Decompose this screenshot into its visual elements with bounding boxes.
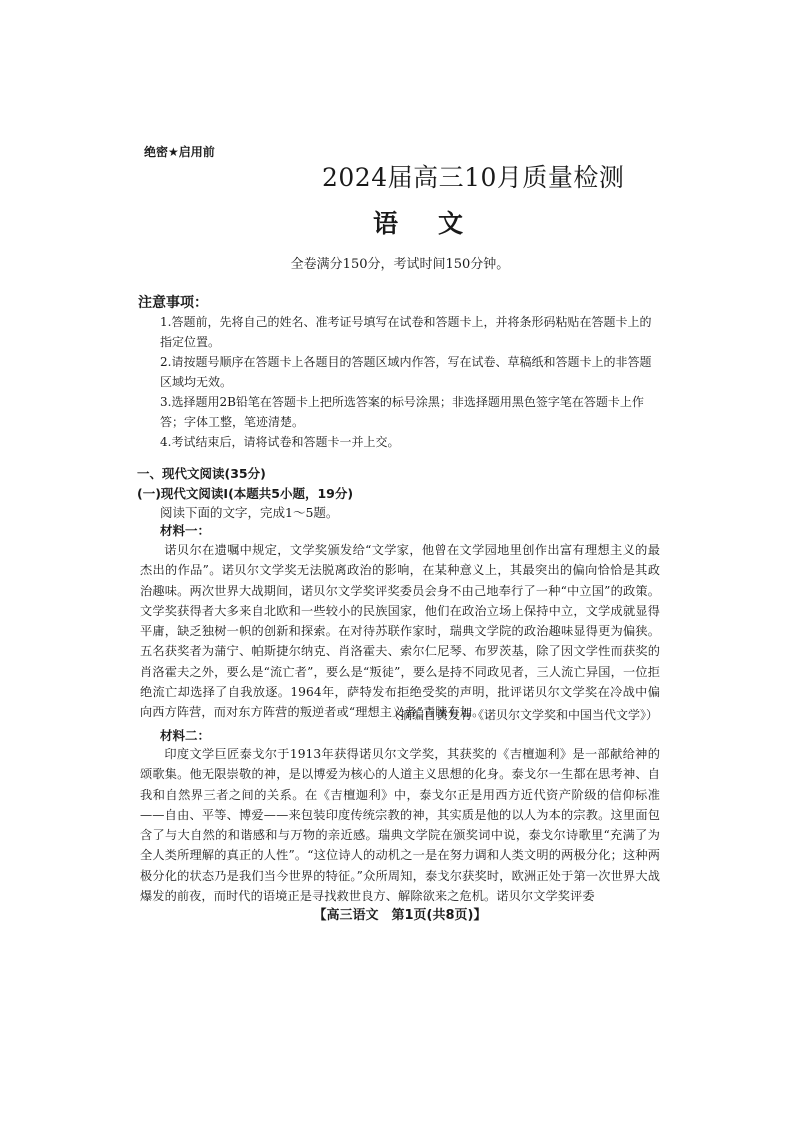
exam-title: 2024届高三10月质量检测 [322,163,625,192]
material-2-text: 印度文学巨匠泰戈尔于1913年获得诺贝尔文学奖，其获奖的《吉檀迦利》是一部献给神的颂歌集。他无限崇敬的神，是以博爱为核心的人道主义思想的化身。泰戈尔一生都在思考神、自我和自然界三者之间的关系。在《吉檀迦利》中，泰戈尔正是用西方近代资产阶级的信仰标准——自由、平等、博爱——来包装印度传统宗教的神，其实质是他的以人为本的宗教。这里面包含了与大自然的和谐感和与万物的亲近感。瑞典文学院在颁奖词中说，泰戈尔诗歌里“充满了为全人类所理解的真正的人性”。“这位诗人的动机之一是在努力调和人类文明的两极分化；这种两极分化的状态乃是我们当今世界的特征。”众所周知，泰戈尔获奖时，欧洲正处于第一次世界大战爆发的前夜，而时代的语境正是寻找救世良方、解除欲来之危机。诺贝尔文学奖评委 [140,747,660,904]
material-1-source: （摘编自黄发有《诺贝尔文学奖和中国当代文学》） [387,708,658,722]
reading-instruction: 阅读下面的文字，完成1～5题。 [160,505,339,520]
page-footer: 【高三语文 第1页(共8页)】 [313,908,487,923]
confidential-label: 绝密★启用前 [144,145,215,159]
notice-item: 3.选择题用2B铅笔在答题卡上把所选答案的标号涂黑；非选择题用黑色签字笔在答题卡上作答；字体工整，笔迹清楚。 [160,395,644,429]
material-1-label: 材料一： [160,523,211,538]
notice-item: 2.请按题号顺序在答题卡上各题目的答题区域内作答，写在试卷、草稿纸和答题卡上的非答题区域均无效。 [160,355,652,389]
exam-info: 全卷满分150分，考试时间150分钟。 [290,257,510,272]
material-2-label: 材料二： [160,728,211,743]
notice-list [160,312,660,452]
notice-item: 1.答题前，先将自己的姓名、准考证号填写在试卷和答题卡上，并将条形码粘贴在答题卡上的指定位置。 [160,315,652,349]
notice-heading: 注意事项： [138,295,208,311]
material-1-text: 诺贝尔在遗嘱中规定，文学奖颁发给“文学家，他曾在文学园地里创作出富有理想主义的最杰出的作品”。诺贝尔文学奖无法脱离政治的影响，在某种意义上，其最突出的偏向恰恰是其政治趣味。两次世界大战期间，诺贝尔文学奖评奖委员会身不由己地奉行了一种“中立国”的政策。文学奖获得者大多来自北欧和一些较小的民族国家，他们在政治立场上保持中立，文学成就显得平庸，缺乏独树一帜的创新和探索。在对待苏联作家时，瑞典文学院的政治趣味显得更为偏狭。五名获奖者为蒲宁、帕斯捷尔纳克、肖洛霍夫、索尔仁尼琴、布罗茨基，除了因文学性而获奖的肖洛霍夫之外，要么是“流亡者”，要么是“叛徒”，要么是持不同政见者，三人流亡异国，一位拒绝流亡却选择了自我放逐。1964年，萨特发布拒绝受奖的声明，批评诺贝尔文学奖在冷战中偏向西方阵营，而对东方阵营的叛逆者或“理想主义者”青睐有加。 [140,543,660,720]
subject-title: 语文 [373,209,504,238]
notice-item: 4.考试结束后，请将试卷和答题卡一并上交。 [160,435,400,449]
section-heading: 一、现代文阅读(35分) [137,466,266,481]
section-subheading: (一)现代文阅读Ⅰ(本题共5小题，19分) [137,486,354,501]
